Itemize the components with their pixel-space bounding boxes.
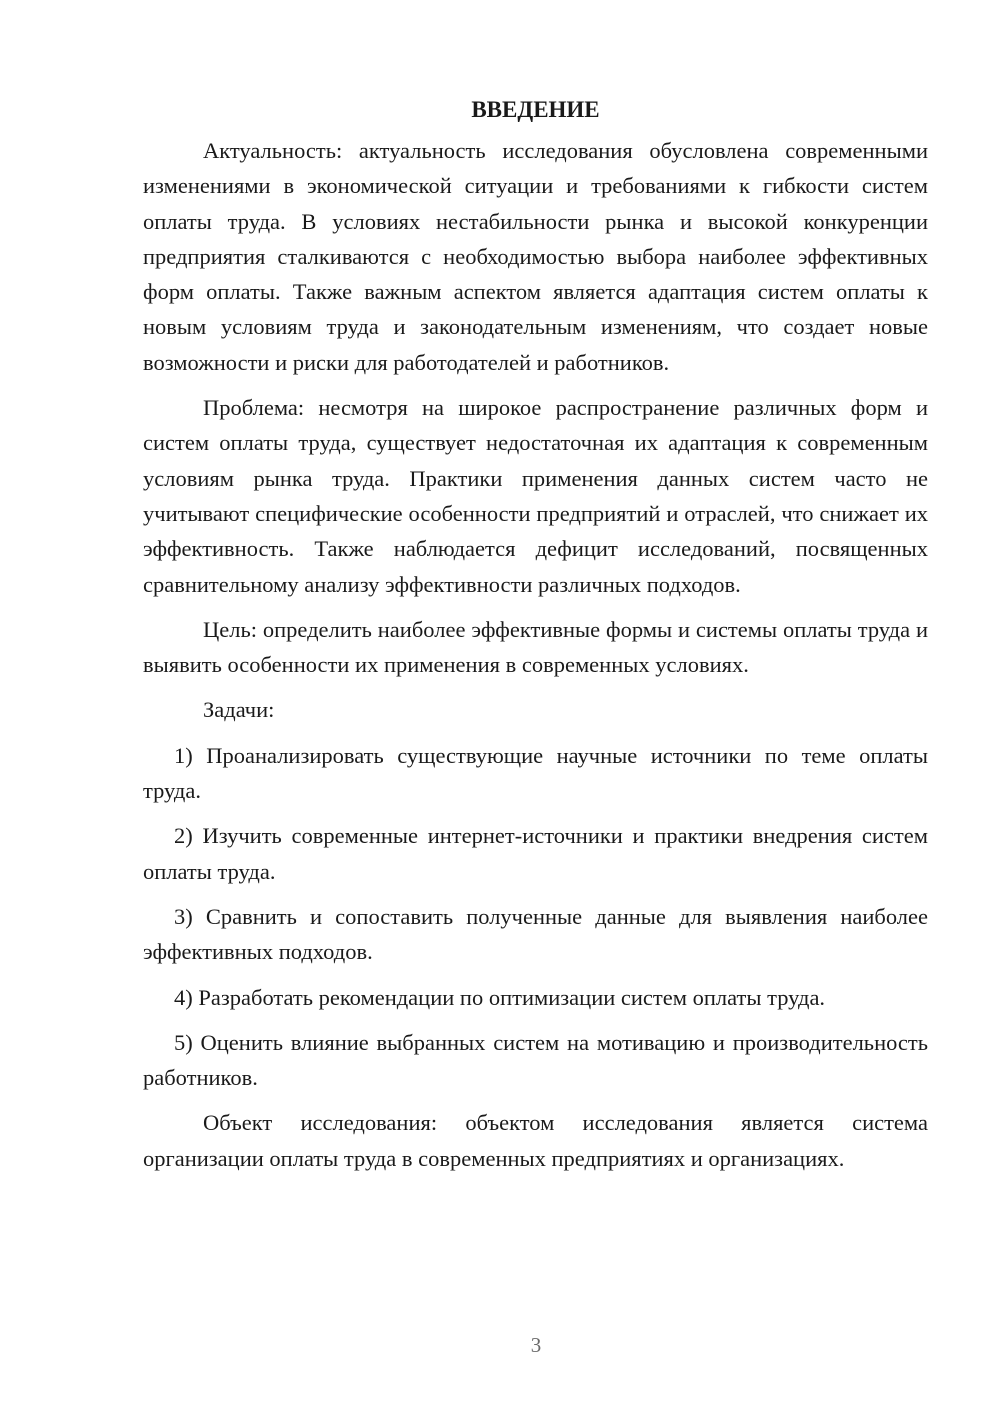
task-item: 2) Изучить современные интернет-источники и практики внедрения систем оплаты труда. xyxy=(143,823,928,884)
task-item: 3) Сравнить и сопоставить полученные данные для выявления наиболее эффективных подходов. xyxy=(143,903,928,965)
tasks-label: Задачи: xyxy=(203,697,275,723)
task-item: 4) Разработать рекомендации по оптимизации систем оплаты труда. xyxy=(174,984,826,1010)
page-number: 3 xyxy=(530,1333,542,1357)
paragraph-object: Объект исследования: объектом исследования является система организации оплаты труда в современных предприятиях и организациях. xyxy=(143,1110,928,1171)
task-item: 1) Проанализировать существующие научные источники по теме оплаты труда. xyxy=(143,742,928,804)
section-heading: ВВЕДЕНИЕ xyxy=(471,97,600,122)
paragraph-goal: Цель: определить наиболее эффективные формы и системы оплаты труда и выявить особенности их применения в современных условиях. xyxy=(143,616,928,678)
paragraph-relevance: Актуальность: актуальность исследования обусловлена современными изменениями в экономической ситуации и требованиями к гибкости систем оплаты труда. В условиях нестабильности рынка и высокой конкуренции предприятия сталкиваются с необходимостью выбора наиболее эффективных форм оплаты. Также важным аспектом является адаптация систем оплаты к новым условиям труда и законодательным изменениям, что создает новые возможности и риски для работодателей и работников. xyxy=(143,138,928,375)
paragraph-problem: Проблема: несмотря на широкое распространение различных форм и систем оплаты труда, существует недостаточная их адаптация к современным условиям рынка труда. Практики применения данных систем часто не учитывают специфические особенности предприятий и отраслей, что снижает их эффективность. Также наблюдается дефицит исследований, посвященных сравнительному анализу эффективности различных подходов. xyxy=(143,395,928,597)
page-content xyxy=(143,92,928,1186)
tasks-list xyxy=(143,738,928,1096)
task-item: 5) Оценить влияние выбранных систем на мотивацию и производительность работников. xyxy=(143,1029,928,1091)
